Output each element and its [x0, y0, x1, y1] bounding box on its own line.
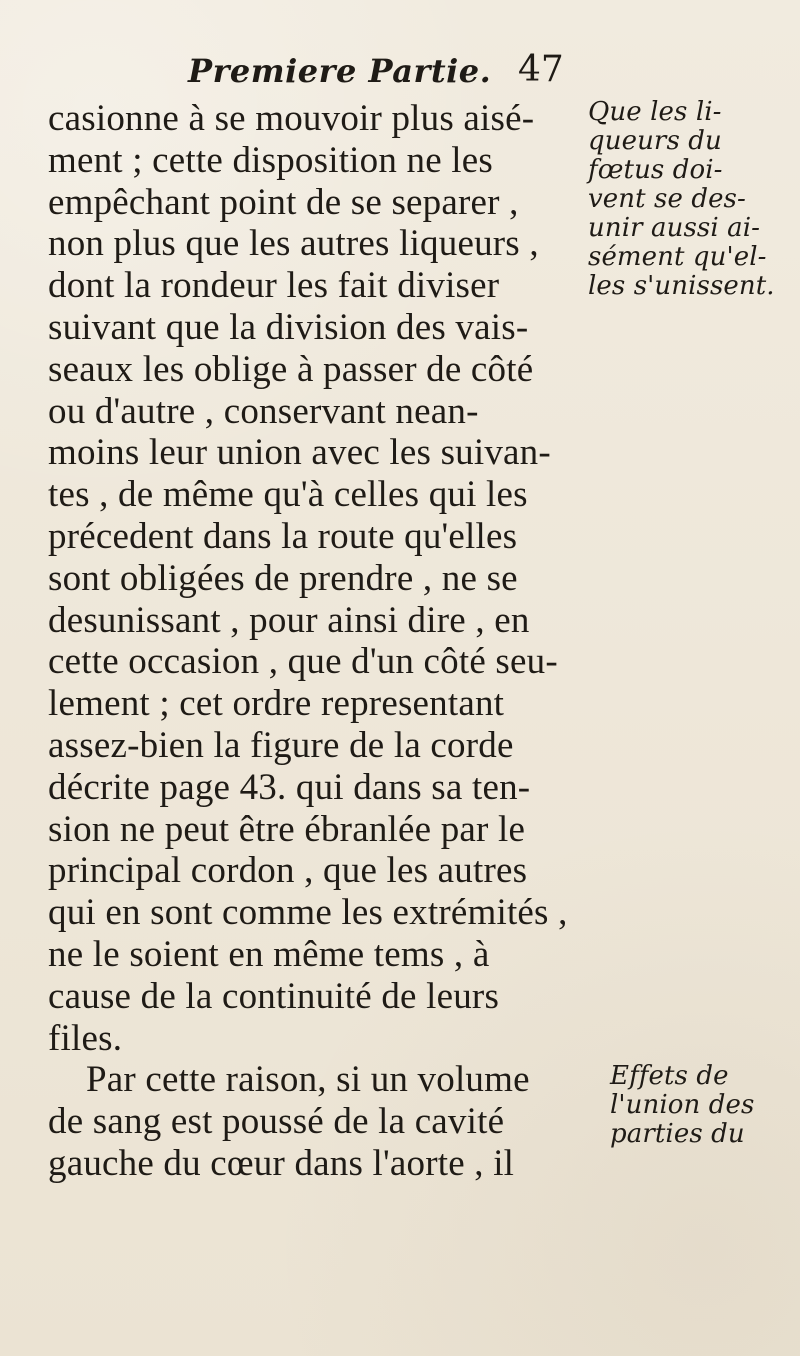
text-line: sont obligées de prendre , ne se — [48, 557, 518, 599]
margin-note-line: fœtus doi- — [588, 155, 723, 185]
main-text-block — [48, 98, 584, 1185]
margin-note-line: parties du — [610, 1119, 745, 1149]
text-line: moins leur union avec les suivan- — [48, 432, 551, 474]
page-header — [188, 49, 598, 100]
margin-note-liquids — [588, 97, 775, 301]
margin-note-line: Que les li- — [588, 97, 722, 127]
text-line: empêchant point de se separer , — [48, 181, 519, 223]
running-title: Premiere Partie. — [188, 52, 492, 90]
text-line: ou d'autre , conservant nean- — [48, 390, 479, 432]
text-line: qui en sont comme les extrémités , — [48, 892, 568, 934]
text-line: casionne à se mouvoir plus aisé- — [48, 98, 535, 139]
margin-note-line: vent se des- — [588, 184, 746, 214]
text-line: tes , de même qu'à celles qui les — [48, 474, 528, 516]
text-line: seaux les oblige à passer de côté — [48, 348, 534, 390]
text-line: ne le soient en même tems , à — [48, 933, 490, 975]
text-line: non plus que les autres liqueurs , — [48, 223, 539, 265]
text-line: cause de la continuité de leurs — [48, 975, 500, 1017]
text-line: desunissant , pour ainsi dire , en — [48, 599, 530, 641]
page-number: 47 — [518, 49, 564, 90]
text-line: gauche du cœur dans l'aorte , il — [48, 1142, 515, 1184]
text-line: sion ne peut être ébranlée par le — [48, 808, 526, 850]
text-line: lement ; cet ordre representant — [48, 683, 505, 725]
text-line: précedent dans la route qu'elles — [48, 515, 518, 557]
text-line: cette occasion , que d'un côté seu- — [48, 641, 558, 683]
text-line: décrite page 43. qui dans sa ten- — [48, 766, 531, 808]
text-line: suivant que la division des vais- — [48, 306, 529, 348]
text-line: assez-bien la figure de la corde — [48, 724, 514, 766]
margin-note-line: unir aussi ai- — [588, 213, 761, 243]
text-line: principal cordon , que les autres — [48, 850, 528, 892]
margin-note-line: queurs du — [588, 126, 722, 156]
margin-note-line: sément qu'el- — [588, 242, 767, 272]
margin-note-line: Effets de — [610, 1061, 729, 1091]
margin-note-effects — [610, 1062, 760, 1149]
margin-note-line: l'union des — [610, 1090, 755, 1120]
paragraph-start-line: Par cette raison, si un volume — [86, 1059, 530, 1101]
text-line: de sang est poussé de la cavité — [48, 1101, 505, 1143]
text-line: dont la rondeur les fait diviser — [48, 265, 500, 307]
text-line: ment ; cette disposition ne les — [48, 139, 493, 181]
margin-note-line: les s'unissent. — [588, 271, 775, 301]
text-line: files. — [48, 1017, 123, 1059]
